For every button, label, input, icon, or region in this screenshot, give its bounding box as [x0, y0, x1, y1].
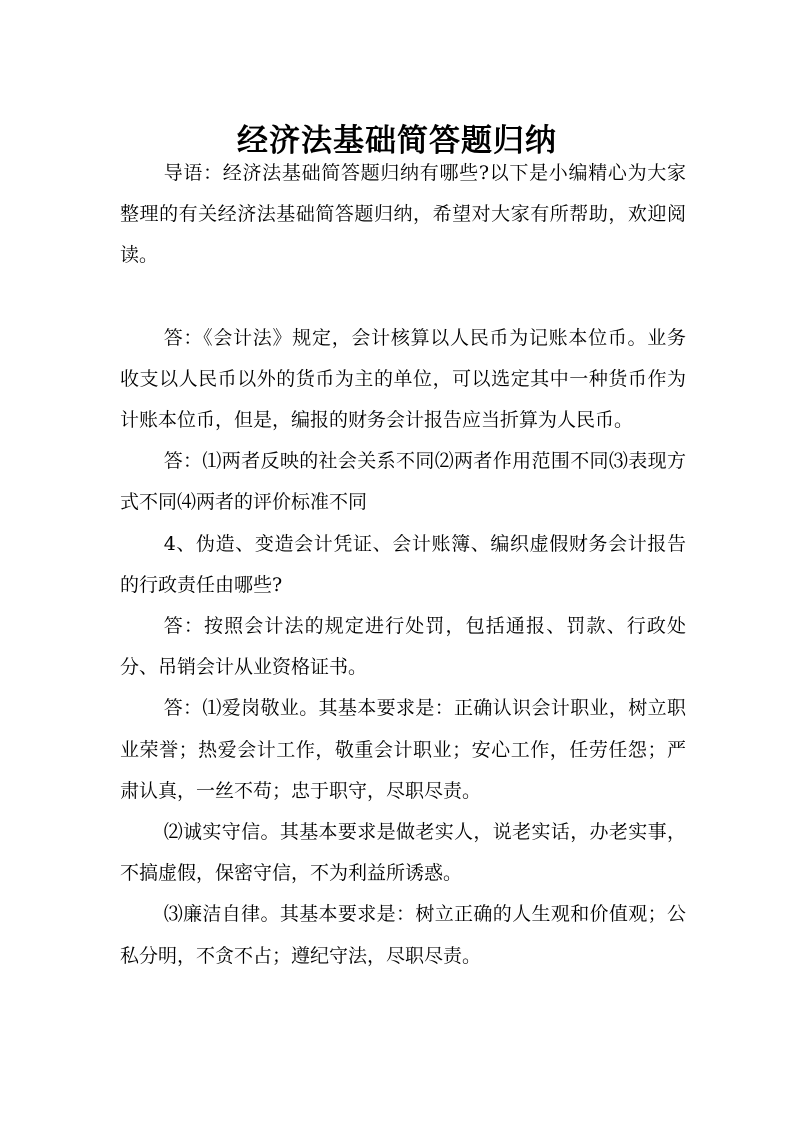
answer-paragraph-ethics-3: ⑶廉洁自律。其基本要求是：树立正确的人生观和价值观；公私分明，不贪不占；遵纪守法，尽职尽责。: [120, 903, 686, 967]
answer-paragraph-currency: 答：《会计法》规定，会计核算以人民币为记账本位币。业务收支以人民币以外的货币为主的单位，可以选定其中一种货币作为计账本位币，但是，编报的财务会计报告应当折算为人民币。: [120, 326, 686, 432]
intro-paragraph: 导语：经济法基础简答题归纳有哪些?以下是小编精心为大家整理的有关经济法基础简答题归纳，希望对大家有所帮助，欢迎阅读。: [120, 162, 686, 267]
answer-paragraph-differences: 答：⑴两者反映的社会关系不同⑵两者作用范围不同⑶表现方式不同⑷两者的评价标准不同: [120, 450, 686, 514]
answer-paragraph-penalty: 答：按照会计法的规定进行处罚，包括通报、罚款、行政处分、吊销会计从业资格证书。: [120, 615, 686, 679]
document-body: [120, 153, 686, 977]
document-title: 经济法基础简答题归纳: [237, 122, 557, 159]
answer-paragraph-ethics-2: ⑵诚实守信。其基本要求是做老实人，说老实话，办老实事，不搞虚假，保密守信，不为利益所诱惑。: [120, 821, 686, 885]
answer-paragraph-ethics-1: 答：⑴爱岗敬业。其基本要求是：正确认识会计职业，树立职业荣誉；热爱会计工作，敬重会计职业；安心工作，任劳任怨；严肃认真，一丝不苟；忠于职守，尽职尽责。: [120, 697, 686, 802]
question-paragraph-4: 4、伪造、变造会计凭证、会计账簿、编织虚假财务会计报告的行政责任由哪些?: [120, 532, 686, 596]
